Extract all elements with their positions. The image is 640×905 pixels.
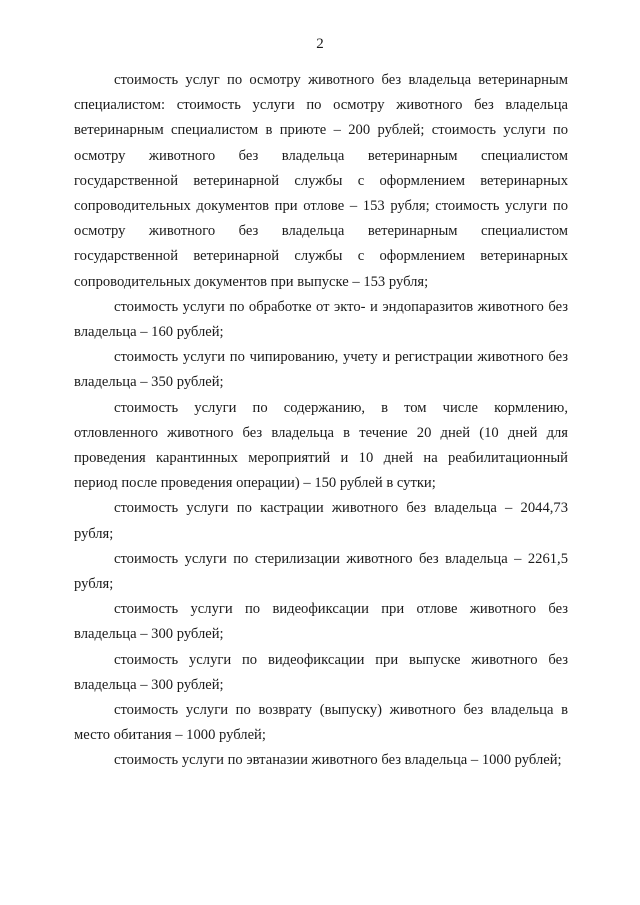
paragraph-euthanasia-cost: стоимость услуги по эвтаназии животного без владельца – 1000 рублей; (114, 752, 562, 769)
page-number: 2 (316, 36, 324, 52)
paragraph-castration-cost: стоимость услуги по кастрации животного без владельца – 2044,73 рубля; (74, 500, 568, 542)
document-body (74, 68, 568, 774)
paragraph-chipping-cost: стоимость услуги по чипированию, учету и регистрации животного без владельца – 350 рублей; (74, 349, 568, 391)
paragraph-video-release-cost: стоимость услуги по видеофиксации при выпуске животного без владельца – 300 рублей; (74, 651, 568, 693)
paragraph-inspection-cost: стоимость услуг по осмотру животного без владельца ветеринарным специалистом: стоимость услуги по осмотру животного без владельца ветеринарным специалистом в приюте – 200 рублей; стоимость услуги по осмотру животного без владельца ветеринарным специалистом государственной ветеринарной службы с оформлением ветеринарных сопроводительных документов при отлове – 153 рубля; стоимость услуги по осмотру животного без владельца ветеринарным специалистом государственной ветеринарной службы с оформлением ветеринарных сопроводительных документов при выпуске – 153 рубля; (74, 72, 568, 290)
paragraph-video-capture-cost: стоимость услуги по видеофиксации при отлове животного без владельца – 300 рублей; (74, 601, 568, 643)
paragraph-sterilization-cost: стоимость услуги по стерилизации животного без владельца – 2261,5 рубля; (74, 550, 568, 593)
paragraph-keeping-cost: стоимость услуги по содержанию, в том числе кормлению, отловленного животного без владельца в течение 20 дней (10 дней для проведения карантинных мероприятий и 10 дней на реабилитационный период после проведения операции) – 150 рублей в сутки; (74, 399, 568, 492)
paragraph-parasite-treatment-cost: стоимость услуги по обработке от экто- и эндопаразитов животного без владельца – 160 рублей; (74, 298, 568, 341)
paragraph-return-cost: стоимость услуги по возврату (выпуску) животного без владельца в место обитания – 1000 рублей; (74, 702, 568, 744)
